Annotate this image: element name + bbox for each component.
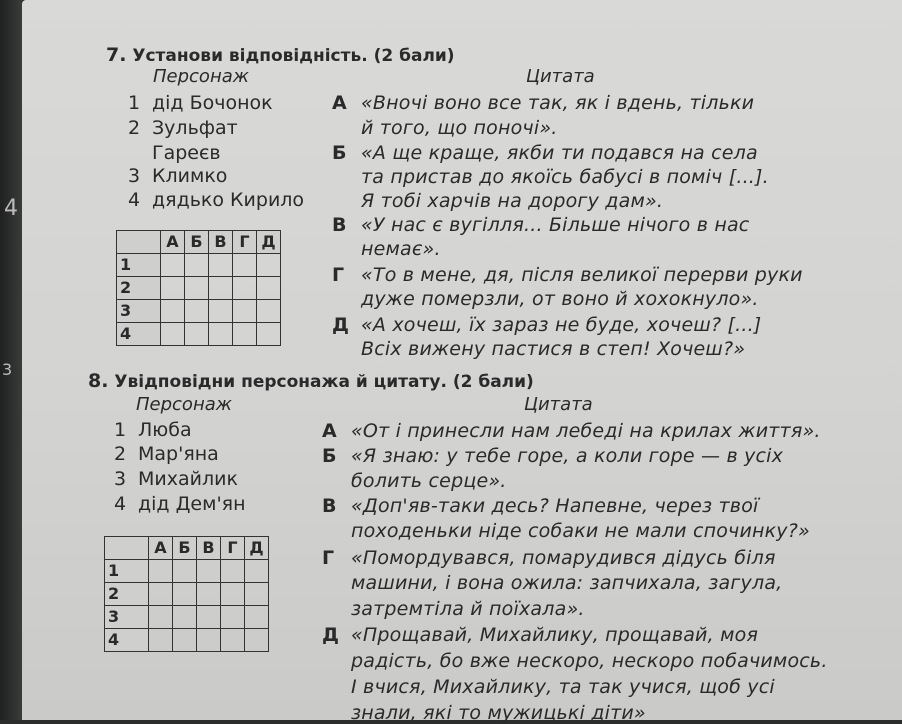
grid-col-header: В [209,231,233,254]
answer-cell[interactable] [233,277,257,300]
grid-col-header: Г [221,537,245,560]
task7-person-1: 1 дід Бочонок [128,92,273,114]
task7-person-3: 3 Климко [128,165,228,187]
answer-cell[interactable] [197,560,221,583]
task7-quote-line: дуже померзли, от воно й хохокнуло». [361,288,759,310]
answer-cell[interactable] [149,629,173,652]
answer-cell[interactable] [233,300,257,323]
answer-cell[interactable] [149,583,173,606]
task7-person-4: 4 дядько Кирило [128,189,305,211]
answer-cell[interactable] [245,629,269,652]
task8-quote-line: болить серце». [351,470,507,492]
grid-row [105,629,269,652]
task8-person-2: 2 Мар'яна [114,443,219,465]
grid-corner [117,231,161,254]
grid-row [117,300,281,323]
grid-col-header: Б [185,231,209,254]
grid-header-row [117,231,281,254]
grid-col-header: В [197,537,221,560]
task8-letter-a: А [322,420,337,442]
task8-person-3: 3 Михайлик [114,468,238,490]
grid-col-header: Б [173,537,197,560]
answer-cell[interactable] [245,583,269,606]
answer-cell[interactable] [161,323,185,346]
answer-cell[interactable] [257,323,281,346]
grid-row [105,606,269,629]
task8-quote-line: затремтіла й поїхала». [351,598,585,620]
answer-cell[interactable] [173,583,197,606]
answer-cell[interactable] [257,277,281,300]
answer-cell[interactable] [209,254,233,277]
grid-row-header: 2 [105,583,149,606]
task8-quote-line: знали, які то мужицькі діти» [351,702,646,724]
grid-row-header: 4 [117,323,161,346]
task7-letter-d: Д [332,314,349,336]
task8-heading [88,370,534,392]
answer-cell[interactable] [233,323,257,346]
grid-row-header: 4 [105,629,149,652]
grid-row-header: 1 [117,254,161,277]
answer-cell[interactable] [245,606,269,629]
task8-person-4: 4 дід Дем'ян [114,493,246,515]
task8-answer-grid [104,536,269,652]
answer-cell[interactable] [221,583,245,606]
answer-cell[interactable] [209,300,233,323]
answer-cell[interactable] [161,254,185,277]
answer-cell[interactable] [257,300,281,323]
task7-quote-line: «А ще краще, якби ти подався на села [361,142,758,164]
answer-cell[interactable] [185,323,209,346]
task8-number: 8. [88,370,109,392]
answer-cell[interactable] [185,300,209,323]
task7-person-2-cont: Гареєв [152,142,221,164]
answer-cell[interactable] [209,323,233,346]
task7-quote-line: «А хочеш, їх зараз не буде, хочеш? [...] [361,314,762,336]
grid-row-header: 1 [105,560,149,583]
answer-cell[interactable] [221,606,245,629]
grid-row [117,277,281,300]
task8-letter-v: В [322,495,337,517]
grid-col-header: Г [233,231,257,254]
answer-cell[interactable] [197,583,221,606]
margin-digit: 4 [4,196,18,221]
task8-quote-line: «Прощавай, Михайлику, прощавай, моя [351,624,759,646]
worksheet-page [22,0,902,724]
answer-cell[interactable] [173,629,197,652]
task7-quote-line: «Вночі воно все так, як і вдень, тільки [361,92,755,114]
margin-digit: 3 [2,360,13,379]
grid-row [117,323,281,346]
grid-col-header: Д [257,231,281,254]
answer-cell[interactable] [161,300,185,323]
task7-quote-line: немає». [361,238,441,260]
answer-cell[interactable] [197,629,221,652]
grid-row [105,583,269,606]
task7-letter-g: Г [332,264,345,286]
grid-corner [105,537,149,560]
task8-quote-line: «Доп'яв-таки десь? Напевне, через твої [351,495,759,517]
task7-quote-line: Я тобі харчів на дорогу дам». [361,190,664,212]
answer-cell[interactable] [173,560,197,583]
task8-person-header: Персонаж [136,394,232,415]
task8-quote-header: Цитата [524,394,593,415]
answer-cell[interactable] [257,254,281,277]
grid-row-header: 3 [105,606,149,629]
grid-row-header: 2 [117,277,161,300]
answer-cell[interactable] [209,277,233,300]
answer-cell[interactable] [149,560,173,583]
grid-row [117,254,281,277]
task7-answer-grid [116,230,281,346]
task7-number: 7. [106,44,127,66]
answer-cell[interactable] [149,606,173,629]
task8-quote-line: «Я знаю: у тебе горе, а коли горе — в усіх [351,445,784,467]
task8-quote-line: радість, бо вже нескоро, нескоро побачимось. [351,650,828,672]
grid-col-header: Д [245,537,269,560]
task8-title: Увідповідни персонажа й цитату. (2 бали) [114,372,534,392]
task7-person-header: Персонаж [153,66,249,87]
task7-quote-line: «То в мене, дя, після великої перерви руки [361,264,803,286]
answer-cell[interactable] [185,254,209,277]
answer-cell[interactable] [185,277,209,300]
task7-quote-line: Всіх вижену пастися в степ! Хочеш?» [361,338,746,360]
task8-person-1: 1 Люба [114,419,192,441]
answer-cell[interactable] [221,629,245,652]
task8-quote-line: І вчися, Михайлику, та так учися, щоб усі [351,676,775,698]
grid-col-header: А [161,231,185,254]
grid-col-header: А [149,537,173,560]
task7-title: Установи відповідність. (2 бали) [132,46,455,66]
task7-heading [106,44,455,66]
task7-letter-b: Б [332,142,347,164]
task8-letter-d: Д [322,624,339,646]
task7-letter-v: В [332,214,347,236]
task7-quote-line: та пристав до якоїсь бабусі в поміч [...]. [361,166,769,188]
task7-letter-a: А [332,92,347,114]
grid-row [105,560,269,583]
grid-row-header: 3 [117,300,161,323]
grid-header-row [105,537,269,560]
task8-quote-line: машини, і вона ожила: запчихала, загула, [351,572,783,594]
task7-quote-line: й того, що поночі». [361,117,558,139]
answer-cell[interactable] [197,606,221,629]
task7-person-2: 2 Зульфат [128,117,238,139]
task8-letter-b: Б [322,445,337,467]
answer-cell[interactable] [245,560,269,583]
task8-quote-line: «От і принесли нам лебеді на крилах життя». [351,420,821,442]
task8-quote-line: «Помордувався, помарудився дідусь біля [351,547,776,569]
task7-quote-header: Цитата [526,66,595,87]
task7-quote-line: «У нас є вугілля... Більше нічого в нас [361,214,750,236]
answer-cell[interactable] [221,560,245,583]
answer-cell[interactable] [173,606,197,629]
task8-letter-g: Г [322,547,335,569]
answer-cell[interactable] [233,254,257,277]
answer-cell[interactable] [161,277,185,300]
task8-quote-line: походеньки ніде собаки не мали спочинку?» [351,520,810,542]
